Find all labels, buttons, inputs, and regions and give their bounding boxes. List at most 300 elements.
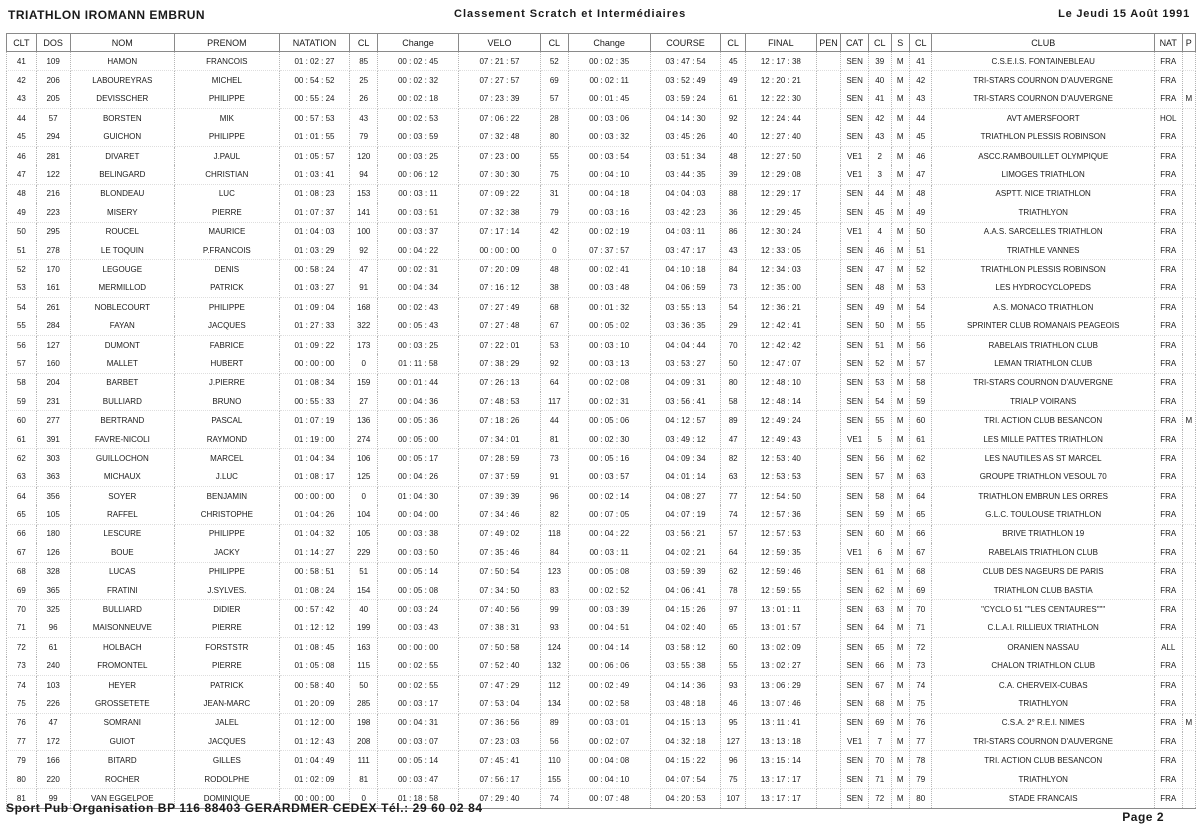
- table-cell: 63: [7, 468, 37, 487]
- table-cell: 00 : 03 : 59: [378, 128, 459, 147]
- table-row: [7, 524, 1196, 543]
- table-cell: [816, 675, 841, 694]
- table-cell: 04 : 02 : 21: [650, 543, 721, 562]
- table-cell: 70: [909, 600, 932, 619]
- table-cell: DUMONT: [70, 335, 175, 354]
- table-cell: 01 : 08 : 45: [279, 638, 350, 657]
- table-cell: M: [891, 505, 909, 524]
- table-cell: 322: [350, 316, 378, 335]
- table-cell: 363: [36, 468, 70, 487]
- table-cell: J.LUC: [175, 468, 280, 487]
- table-cell: SEN: [841, 373, 869, 392]
- table-cell: 61: [36, 638, 70, 657]
- table-cell: 13 : 07 : 46: [745, 694, 816, 713]
- table-cell: 01 : 27 : 33: [279, 316, 350, 335]
- table-cell: 07 : 06 : 22: [458, 109, 540, 128]
- table-cell: 216: [36, 184, 70, 203]
- table-cell: [816, 505, 841, 524]
- table-cell: C.S.A. 2° R.E.I. NIMES: [932, 713, 1154, 732]
- table-row: [7, 732, 1196, 751]
- column-header: VELO: [458, 34, 540, 52]
- table-row: [7, 638, 1196, 657]
- table-cell: 07 : 37 : 57: [568, 241, 650, 260]
- table-cell: VE1: [841, 430, 869, 449]
- table-cell: M: [891, 90, 909, 109]
- table-cell: 69: [540, 71, 568, 90]
- column-header: CL: [350, 34, 378, 52]
- table-cell: 105: [36, 505, 70, 524]
- table-cell: 04 : 10 : 18: [650, 260, 721, 279]
- table-cell: 12 : 17 : 38: [745, 52, 816, 71]
- table-cell: [1182, 468, 1195, 487]
- table-cell: TRIATHLYON: [932, 694, 1154, 713]
- table-row: [7, 675, 1196, 694]
- table-cell: PASCAL: [175, 411, 280, 430]
- table-cell: 55: [540, 146, 568, 165]
- table-cell: RABELAIS TRIATHLON CLUB: [932, 335, 1154, 354]
- table-cell: [816, 789, 841, 808]
- table-cell: M: [891, 109, 909, 128]
- table-cell: 48: [721, 146, 746, 165]
- column-header: NAT: [1154, 34, 1182, 52]
- table-cell: 81: [350, 770, 378, 789]
- table-cell: 04 : 15 : 26: [650, 600, 721, 619]
- table-cell: PIERRE: [175, 657, 280, 676]
- table-cell: FAVRE-NICOLI: [70, 430, 175, 449]
- table-cell: 226: [36, 694, 70, 713]
- table-cell: [816, 241, 841, 260]
- table-cell: FORSTSTR: [175, 638, 280, 657]
- table-cell: 00 : 05 : 02: [568, 316, 650, 335]
- table-cell: 00 : 03 : 38: [378, 524, 459, 543]
- table-cell: 82: [540, 505, 568, 524]
- table-cell: 01 : 08 : 34: [279, 373, 350, 392]
- table-cell: JACKY: [175, 543, 280, 562]
- table-cell: 07 : 45 : 41: [458, 751, 540, 770]
- table-cell: 07 : 34 : 50: [458, 581, 540, 600]
- table-cell: CHRISTIAN: [175, 165, 280, 184]
- table-cell: 77: [909, 732, 932, 751]
- table-cell: 00 : 03 : 07: [378, 732, 459, 751]
- table-cell: SEN: [841, 184, 869, 203]
- table-cell: 2: [868, 146, 891, 165]
- table-cell: M: [891, 316, 909, 335]
- table-cell: 00 : 03 : 17: [378, 694, 459, 713]
- table-cell: M: [891, 600, 909, 619]
- table-cell: 01 : 08 : 17: [279, 468, 350, 487]
- table-cell: FRA: [1154, 203, 1182, 222]
- table-body: [7, 52, 1196, 809]
- table-row: [7, 411, 1196, 430]
- table-cell: 50: [7, 222, 37, 241]
- table-cell: 0: [350, 354, 378, 373]
- table-cell: SEN: [841, 411, 869, 430]
- table-cell: "CYCLO 51 ""LES CENTAURES""": [932, 600, 1154, 619]
- table-cell: BELINGARD: [70, 165, 175, 184]
- table-cell: VE1: [841, 165, 869, 184]
- table-cell: FRA: [1154, 373, 1182, 392]
- table-cell: TRIATHLYON: [932, 203, 1154, 222]
- table-cell: 61: [868, 562, 891, 581]
- table-cell: 00 : 03 : 25: [378, 146, 459, 165]
- table-cell: SEN: [841, 316, 869, 335]
- table-cell: [1182, 316, 1195, 335]
- table-cell: 13 : 17 : 17: [745, 770, 816, 789]
- table-cell: SOMRANI: [70, 713, 175, 732]
- table-cell: 44: [868, 184, 891, 203]
- table-cell: 67: [868, 675, 891, 694]
- table-cell: 68: [7, 562, 37, 581]
- table-cell: 103: [36, 675, 70, 694]
- table-cell: 60: [7, 411, 37, 430]
- table-cell: 134: [540, 694, 568, 713]
- table-cell: 303: [36, 449, 70, 468]
- table-cell: [1182, 184, 1195, 203]
- table-cell: 61: [721, 90, 746, 109]
- table-cell: 100: [350, 222, 378, 241]
- organisation-footer: Sport Pub Organisation BP 116 88403 GERARDMER CEDEX Tél.: 29 60 02 84: [6, 801, 483, 815]
- table-cell: 53: [909, 279, 932, 298]
- table-cell: 04 : 07 : 19: [650, 505, 721, 524]
- table-cell: PHILIPPE: [175, 298, 280, 317]
- table-cell: 00 : 03 : 25: [378, 335, 459, 354]
- table-cell: 118: [540, 524, 568, 543]
- table-cell: [1182, 109, 1195, 128]
- table-cell: 59: [909, 392, 932, 411]
- column-header: S: [891, 34, 909, 52]
- table-cell: 356: [36, 486, 70, 505]
- table-row: [7, 713, 1196, 732]
- table-cell: 44: [540, 411, 568, 430]
- table-cell: FRA: [1154, 146, 1182, 165]
- table-cell: 46: [868, 241, 891, 260]
- table-cell: FRA: [1154, 298, 1182, 317]
- table-cell: BULLIARD: [70, 600, 175, 619]
- table-cell: 68: [540, 298, 568, 317]
- table-cell: FRA: [1154, 316, 1182, 335]
- table-cell: 65: [868, 638, 891, 657]
- table-cell: [1182, 600, 1195, 619]
- table-cell: SEN: [841, 524, 869, 543]
- table-cell: SEN: [841, 505, 869, 524]
- table-cell: 13 : 06 : 29: [745, 675, 816, 694]
- table-row: [7, 600, 1196, 619]
- table-cell: 12 : 54 : 50: [745, 486, 816, 505]
- table-cell: 04 : 06 : 59: [650, 279, 721, 298]
- table-cell: 00 : 07 : 48: [568, 789, 650, 808]
- table-cell: [1182, 524, 1195, 543]
- table-cell: BLONDEAU: [70, 184, 175, 203]
- table-cell: GUIOT: [70, 732, 175, 751]
- table-cell: VE1: [841, 146, 869, 165]
- table-cell: 160: [36, 354, 70, 373]
- table-cell: JEAN-MARC: [175, 694, 280, 713]
- table-cell: 49: [868, 298, 891, 317]
- table-cell: PHILIPPE: [175, 562, 280, 581]
- table-cell: FRA: [1154, 657, 1182, 676]
- table-row: [7, 354, 1196, 373]
- table-cell: 99: [36, 789, 70, 808]
- table-cell: M: [1182, 713, 1195, 732]
- table-cell: 64: [540, 373, 568, 392]
- table-cell: 58: [721, 392, 746, 411]
- table-cell: 51: [868, 335, 891, 354]
- table-cell: 55: [868, 411, 891, 430]
- table-cell: 04 : 02 : 40: [650, 619, 721, 638]
- table-cell: 53: [540, 335, 568, 354]
- table-cell: VE1: [841, 543, 869, 562]
- table-cell: 42: [540, 222, 568, 241]
- table-cell: 274: [350, 430, 378, 449]
- table-cell: 42: [909, 71, 932, 90]
- table-cell: GROSSETETE: [70, 694, 175, 713]
- table-cell: SEN: [841, 713, 869, 732]
- table-cell: 01 : 08 : 24: [279, 581, 350, 600]
- table-cell: 01 : 09 : 04: [279, 298, 350, 317]
- table-cell: 78: [909, 751, 932, 770]
- table-cell: 00 : 03 : 54: [568, 146, 650, 165]
- table-cell: C.S.E.I.S. FONTAINEBLEAU: [932, 52, 1154, 71]
- table-cell: 07 : 49 : 02: [458, 524, 540, 543]
- table-cell: 00 : 00 : 00: [458, 241, 540, 260]
- table-cell: 00 : 03 : 43: [378, 619, 459, 638]
- table-cell: 00 : 04 : 10: [568, 770, 650, 789]
- table-cell: 49: [7, 203, 37, 222]
- table-cell: 0: [540, 241, 568, 260]
- table-cell: 50: [868, 316, 891, 335]
- table-cell: 07 : 52 : 40: [458, 657, 540, 676]
- table-row: [7, 128, 1196, 147]
- table-cell: 161: [36, 279, 70, 298]
- table-row: [7, 694, 1196, 713]
- table-cell: 44: [7, 109, 37, 128]
- table-cell: 03 : 59 : 24: [650, 90, 721, 109]
- table-cell: 73: [721, 279, 746, 298]
- table-cell: 71: [909, 619, 932, 638]
- table-cell: J.PIERRE: [175, 373, 280, 392]
- table-cell: 03 : 56 : 41: [650, 392, 721, 411]
- table-cell: VE1: [841, 222, 869, 241]
- column-header: CL: [868, 34, 891, 52]
- table-cell: 82: [721, 449, 746, 468]
- table-cell: 07 : 48 : 53: [458, 392, 540, 411]
- table-cell: 54: [909, 298, 932, 317]
- table-cell: 80: [7, 770, 37, 789]
- table-cell: 07 : 50 : 58: [458, 638, 540, 657]
- table-cell: 13 : 02 : 27: [745, 657, 816, 676]
- table-cell: 45: [909, 128, 932, 147]
- table-cell: 38: [540, 279, 568, 298]
- table-cell: 5: [868, 430, 891, 449]
- table-cell: 07 : 16 : 12: [458, 279, 540, 298]
- table-cell: 03 : 42 : 23: [650, 203, 721, 222]
- table-cell: 47: [868, 260, 891, 279]
- table-cell: 07 : 27 : 49: [458, 298, 540, 317]
- table-cell: 63: [868, 600, 891, 619]
- table-cell: 00 : 03 : 01: [568, 713, 650, 732]
- column-header: PEN: [816, 34, 841, 52]
- table-cell: 41: [909, 52, 932, 71]
- table-cell: 53: [7, 279, 37, 298]
- table-cell: 55: [721, 657, 746, 676]
- page-header: [0, 4, 1200, 28]
- table-cell: 51: [909, 241, 932, 260]
- table-cell: G.L.C. TOULOUSE TRIATHLON: [932, 505, 1154, 524]
- table-cell: 04 : 01 : 14: [650, 468, 721, 487]
- table-cell: 63: [909, 468, 932, 487]
- table-cell: 89: [540, 713, 568, 732]
- table-cell: 43: [721, 241, 746, 260]
- table-cell: 74: [721, 505, 746, 524]
- table-cell: [1182, 298, 1195, 317]
- table-cell: 365: [36, 581, 70, 600]
- table-cell: MISERY: [70, 203, 175, 222]
- table-cell: 01 : 05 : 57: [279, 146, 350, 165]
- table-cell: 88: [721, 184, 746, 203]
- table-cell: FRA: [1154, 165, 1182, 184]
- table-cell: SEN: [841, 71, 869, 90]
- table-row: [7, 562, 1196, 581]
- table-cell: SEN: [841, 449, 869, 468]
- table-cell: FRA: [1154, 562, 1182, 581]
- table-cell: FRA: [1154, 430, 1182, 449]
- table-cell: [1182, 335, 1195, 354]
- table-cell: 89: [721, 411, 746, 430]
- table-cell: FRA: [1154, 71, 1182, 90]
- table-cell: 07 : 38 : 31: [458, 619, 540, 638]
- table-cell: M: [891, 335, 909, 354]
- table-cell: 43: [868, 128, 891, 147]
- table-cell: 07 : 37 : 59: [458, 468, 540, 487]
- table-cell: 12 : 20 : 21: [745, 71, 816, 90]
- table-cell: 01 : 09 : 22: [279, 335, 350, 354]
- table-cell: 104: [350, 505, 378, 524]
- table-cell: 47: [36, 713, 70, 732]
- table-cell: 60: [868, 524, 891, 543]
- table-cell: LEMAN TRIATHLON CLUB: [932, 354, 1154, 373]
- table-cell: 40: [868, 71, 891, 90]
- column-header: DOS: [36, 34, 70, 52]
- table-cell: FRA: [1154, 543, 1182, 562]
- table-cell: M: [1182, 411, 1195, 430]
- table-cell: 64: [868, 619, 891, 638]
- table-cell: [816, 449, 841, 468]
- table-cell: A.S. MONACO TRIATHLON: [932, 298, 1154, 317]
- table-cell: M: [891, 543, 909, 562]
- table-cell: LEGOUGE: [70, 260, 175, 279]
- results-table: [6, 33, 1196, 809]
- table-cell: FRA: [1154, 354, 1182, 373]
- table-cell: 115: [350, 657, 378, 676]
- table-cell: 07 : 26 : 13: [458, 373, 540, 392]
- table-cell: 25: [350, 71, 378, 90]
- table-cell: 00 : 02 : 45: [378, 52, 459, 71]
- table-cell: 80: [721, 373, 746, 392]
- table-cell: 03 : 55 : 13: [650, 298, 721, 317]
- table-cell: [1182, 203, 1195, 222]
- table-cell: 46: [909, 146, 932, 165]
- table-cell: DIVARET: [70, 146, 175, 165]
- table-cell: SEN: [841, 486, 869, 505]
- table-cell: 12 : 24 : 44: [745, 109, 816, 128]
- table-cell: FRA: [1154, 713, 1182, 732]
- table-cell: HOLBACH: [70, 638, 175, 657]
- table-cell: FABRICE: [175, 335, 280, 354]
- column-header: FINAL: [745, 34, 816, 52]
- table-cell: 04 : 04 : 03: [650, 184, 721, 203]
- table-cell: C.A. CHERVEIX-CUBAS: [932, 675, 1154, 694]
- table-cell: 01 : 11 : 58: [378, 354, 459, 373]
- table-cell: 04 : 07 : 54: [650, 770, 721, 789]
- table-cell: FRA: [1154, 581, 1182, 600]
- table-cell: LIMOGES TRIATHLON: [932, 165, 1154, 184]
- table-cell: 13 : 17 : 17: [745, 789, 816, 808]
- table-cell: 56: [868, 449, 891, 468]
- table-cell: [816, 581, 841, 600]
- table-cell: SEN: [841, 770, 869, 789]
- column-header: NATATION: [279, 34, 350, 52]
- table-cell: 01 : 12 : 43: [279, 732, 350, 751]
- table-cell: 00 : 02 : 11: [568, 71, 650, 90]
- table-cell: 07 : 39 : 39: [458, 486, 540, 505]
- table-cell: PATRICK: [175, 279, 280, 298]
- table-cell: 00 : 02 : 58: [568, 694, 650, 713]
- table-cell: 231: [36, 392, 70, 411]
- table-cell: BITARD: [70, 751, 175, 770]
- table-cell: 00 : 05 : 08: [378, 581, 459, 600]
- table-cell: SEN: [841, 562, 869, 581]
- table-cell: 01 : 01 : 55: [279, 128, 350, 147]
- table-cell: LES NAUTILES AS ST MARCEL: [932, 449, 1154, 468]
- table-cell: STADE FRANCAIS: [932, 789, 1154, 808]
- table-cell: 50: [721, 354, 746, 373]
- table-cell: JALEL: [175, 713, 280, 732]
- table-cell: SEN: [841, 638, 869, 657]
- table-cell: 00 : 03 : 32: [568, 128, 650, 147]
- table-row: [7, 543, 1196, 562]
- table-cell: 04 : 12 : 57: [650, 411, 721, 430]
- table-cell: FROMONTEL: [70, 657, 175, 676]
- table-cell: 07 : 36 : 56: [458, 713, 540, 732]
- table-cell: 00 : 01 : 45: [568, 90, 650, 109]
- table-cell: 12 : 42 : 41: [745, 316, 816, 335]
- table-cell: 03 : 55 : 38: [650, 657, 721, 676]
- table-cell: 155: [540, 770, 568, 789]
- table-cell: 75: [7, 694, 37, 713]
- table-cell: LESCURE: [70, 524, 175, 543]
- table-cell: 180: [36, 524, 70, 543]
- table-cell: 173: [350, 335, 378, 354]
- table-cell: [1182, 430, 1195, 449]
- table-cell: M: [891, 581, 909, 600]
- table-cell: 93: [540, 619, 568, 638]
- table-cell: 03 : 47 : 54: [650, 52, 721, 71]
- table-cell: 07 : 32 : 38: [458, 203, 540, 222]
- table-cell: 96: [721, 751, 746, 770]
- table-cell: 04 : 14 : 36: [650, 675, 721, 694]
- table-cell: FRA: [1154, 524, 1182, 543]
- table-cell: PIERRE: [175, 203, 280, 222]
- table-cell: 12 : 29 : 17: [745, 184, 816, 203]
- table-cell: M: [891, 71, 909, 90]
- table-cell: 43: [909, 90, 932, 109]
- column-header: PRENOM: [175, 34, 280, 52]
- table-cell: 07 : 28 : 59: [458, 449, 540, 468]
- table-cell: SEN: [841, 789, 869, 808]
- table-cell: 74: [7, 675, 37, 694]
- table-cell: 51: [350, 562, 378, 581]
- table-cell: 127: [721, 732, 746, 751]
